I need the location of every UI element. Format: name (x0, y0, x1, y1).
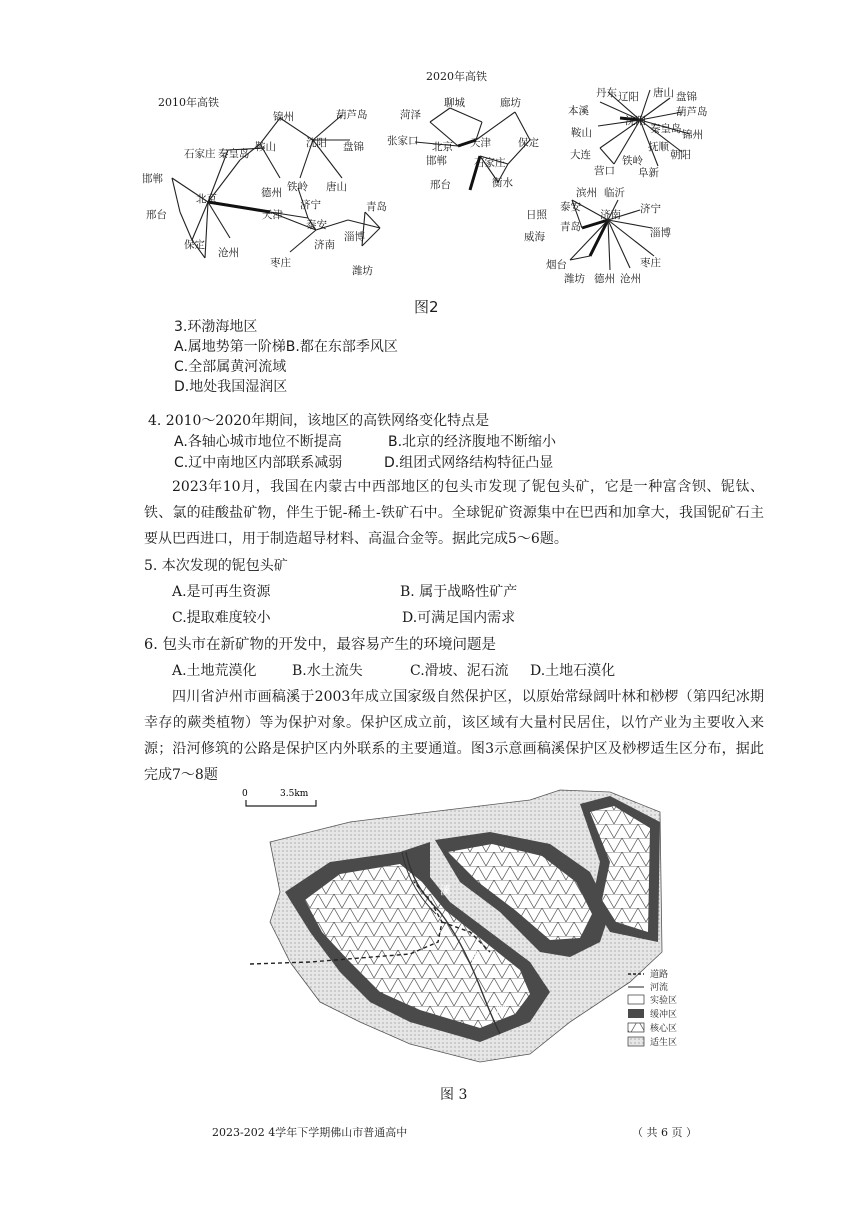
city-label: 张家口 (387, 135, 419, 147)
city-label: 葫芦岛 (336, 109, 368, 121)
city-label: 鞍山 (571, 127, 592, 139)
city-label: 北京 (432, 141, 453, 153)
figure-2-network-maps (130, 60, 730, 292)
city-label: 廊坊 (500, 97, 521, 109)
q4-option-c[interactable]: C.辽中南地区内部联系减弱 (174, 455, 343, 471)
city-label: 营口 (594, 165, 615, 177)
city-label: 葫芦岛 (676, 106, 708, 118)
q6-option-d[interactable]: D.土地石漠化 (530, 663, 616, 679)
city-label: 沈阳 (306, 137, 327, 149)
city-label: 本溪 (568, 105, 589, 117)
q5-option-b[interactable]: B. 属于战略性矿产 (400, 584, 518, 600)
map-label: 河流 (650, 983, 669, 993)
map-label: 核心区 (650, 1024, 678, 1034)
q3-option-b[interactable]: B.都在东部季风区 (285, 339, 398, 355)
network-2010-title: 2010年高铁 (158, 96, 219, 109)
city-label: 淄博 (344, 231, 365, 243)
figure-2-caption: 图2 (414, 298, 439, 316)
city-label: 锦州 (682, 129, 703, 141)
figure-3-caption: 图 3 (440, 1087, 468, 1103)
map-label: 道路 (650, 970, 669, 980)
q5-option-c[interactable]: C.提取难度较小 (172, 610, 271, 626)
city-label: 沧州 (620, 273, 641, 285)
city-label: 丹东 (596, 87, 617, 99)
city-label: 济南 (600, 209, 621, 221)
city-label: 泰安 (306, 219, 327, 231)
city-label: 济南 (314, 239, 335, 251)
city-label: 青岛 (366, 201, 387, 213)
city-label: 唐山 (326, 181, 347, 193)
passage-niobium: 2023年10月，我国在内蒙古中西部地区的包头市发现了铌包头矿，它是一种富含钡、铌钛、铁、氯的硅酸盐矿物，伴生于铌-稀土-铁矿石中。全球铌矿资源集中在巴西和加拿大，我国铌矿石主要从巴西进口，用于制造超导材料、高温合金等。据此完成5～6题。 (144, 479, 764, 547)
q4-option-a[interactable]: A.各轴心城市地位不断提高 (174, 434, 342, 450)
city-label: 青岛 (560, 221, 581, 233)
city-label: 德州 (594, 273, 615, 285)
q6-option-c[interactable]: C.滑坡、泥石流 (410, 663, 509, 679)
city-label: 日照 (526, 209, 547, 221)
city-label: 唐山 (653, 87, 674, 99)
figure-3-reserve-map (230, 782, 680, 1074)
q5-option-d[interactable]: D.可满足国内需求 (402, 610, 516, 626)
river-label-gao: 稿 (470, 950, 481, 963)
footer-page-count: （ 共 6 页 ） (632, 1126, 697, 1139)
city-label: 石家庄 (474, 157, 506, 169)
passage-huagaoxi: 四川省泸州市画稿溪于2003年成立国家级自然保护区，以原始常绿阔叶林和桫椤（第四纪冰期幸存的蕨类植物）等为保护对象。保护区成立前，该区域有大量村民居住，以竹产业为主要收入来源；沿河修筑的公路是保护区内外联系的主要通道。图3示意画稿溪保护区及桫椤适生区分布，据此完成7～8题 (144, 689, 764, 783)
q4-option-b[interactable]: B.北京的经济腹地不断缩小 (388, 434, 557, 450)
river-label-xi: 溪 (440, 884, 451, 897)
city-label: 锦州 (273, 111, 294, 123)
network-2020-hebei (387, 69, 539, 191)
city-label: 邯郸 (142, 173, 163, 185)
city-label: 北京 (196, 193, 217, 205)
q3-option-a[interactable]: A.属地势第一阶梯 (174, 339, 286, 355)
city-label: 邢台 (146, 209, 167, 221)
city-label: 威海 (524, 231, 545, 243)
city-label: 菏泽 (400, 109, 421, 121)
city-label: 朝阳 (670, 149, 691, 161)
city-label: 铁岭 (287, 181, 308, 193)
q3-option-d[interactable]: D.地处我国湿润区 (174, 379, 288, 395)
city-label: 衡水 (492, 177, 513, 189)
city-label: 邯郸 (426, 155, 447, 167)
map-label: 缓冲区 (650, 1010, 678, 1020)
network-2020-liaoning (568, 86, 708, 179)
city-label: 潍坊 (564, 273, 585, 285)
city-label: 沧州 (218, 247, 239, 259)
map-label: 实验区 (650, 996, 678, 1006)
network-2020-title: 2020年高铁 (426, 70, 487, 83)
city-label: 潍坊 (352, 265, 373, 277)
q4-stem: 4. 2010～2020年期间，该地区的高铁网络变化特点是 (148, 413, 490, 429)
q5-stem: 5. 本次发现的铌包头矿 (144, 558, 288, 574)
q6-stem: 6. 包头市在新矿物的开发中，最容易产生的环境问题是 (144, 637, 496, 653)
city-label: 滨州 (576, 187, 597, 199)
q5-option-a[interactable]: A.是可再生资源 (172, 584, 271, 600)
map-label: 3.5km (280, 789, 309, 799)
city-label: 辽阳 (618, 91, 639, 103)
figure-3-legend (628, 968, 677, 1048)
river-label-hua: 画 (496, 1002, 507, 1015)
city-label: 阜新 (638, 167, 659, 179)
city-label: 烟台 (546, 259, 567, 271)
city-label: 枣庄 (270, 257, 291, 269)
footer-school: 2023-202 4学年下学期佛山市普通高中 (212, 1126, 408, 1139)
city-label: 德州 (261, 187, 282, 199)
q3-option-c[interactable]: C.全部属黄河流域 (174, 359, 287, 375)
q6-option-b[interactable]: B.水土流失 (292, 663, 363, 679)
city-label: 盘锦 (343, 141, 364, 153)
city-label: 保定 (184, 239, 205, 251)
q3-options-ab (174, 337, 398, 357)
city-label: 天津 (262, 209, 283, 221)
city-label: 石家庄 (184, 148, 216, 160)
city-label: 沈阳 (625, 115, 646, 127)
q3-stem: 3.环渤海地区 (174, 319, 258, 335)
map-label: 0 (242, 789, 248, 799)
city-label: 秦皇岛 (218, 148, 250, 160)
city-label: 保定 (518, 137, 539, 149)
network-2020-shandong (524, 186, 671, 285)
city-label: 抚顺 (648, 141, 669, 153)
city-label: 枣庄 (640, 257, 661, 269)
city-label: 淄博 (650, 227, 671, 239)
city-label: 大连 (570, 149, 591, 161)
city-label: 邢台 (430, 179, 451, 191)
city-label: 盘锦 (676, 91, 697, 103)
city-label: 聊城 (444, 97, 465, 109)
q6-option-a[interactable]: A.土地荒漠化 (172, 663, 257, 679)
city-label: 秦皇岛 (650, 123, 682, 135)
q4-option-d[interactable]: D.组团式网络结构特征凸显 (384, 455, 554, 471)
city-label: 天津 (470, 137, 491, 149)
network-2010 (142, 95, 387, 277)
scale-bar (242, 789, 316, 806)
map-label: 适生区 (650, 1038, 678, 1048)
city-label: 临沂 (604, 187, 625, 199)
city-label: 铁岭 (622, 155, 643, 167)
city-label: 鞍山 (255, 141, 276, 153)
city-label: 济宁 (640, 203, 661, 215)
city-label: 济宁 (300, 199, 321, 211)
city-label: 泰安 (560, 201, 581, 213)
